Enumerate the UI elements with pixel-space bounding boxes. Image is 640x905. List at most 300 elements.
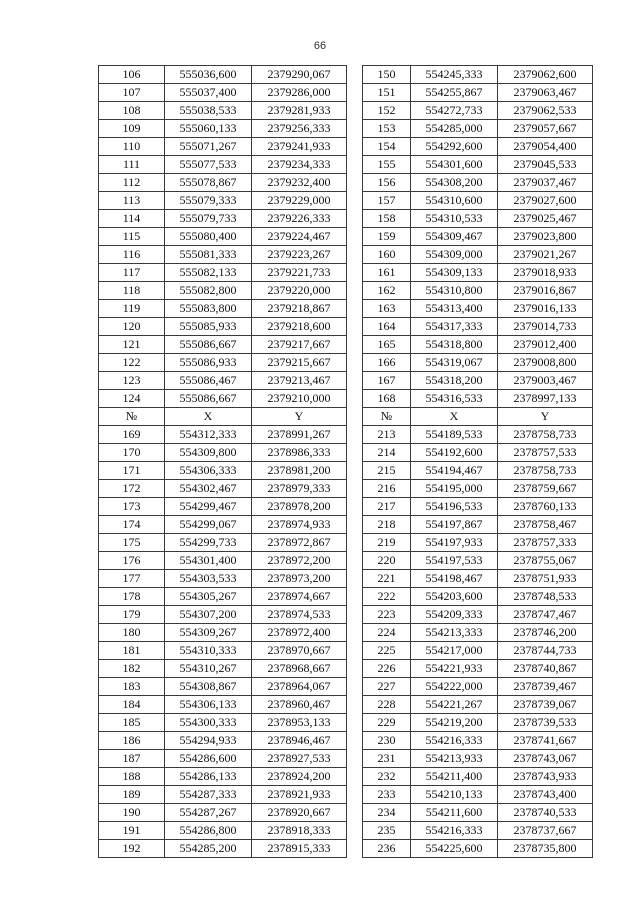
x-coordinate-cell: 554301,400 — [165, 552, 252, 570]
y-coordinate-cell: 2378991,267 — [252, 426, 347, 444]
point-number-cell: 231 — [363, 750, 411, 768]
y-coordinate-cell: 2379232,400 — [252, 174, 347, 192]
column-gap — [347, 840, 363, 858]
x-coordinate-cell: 554210,133 — [411, 786, 498, 804]
y-coordinate-cell: 2378746,200 — [498, 624, 593, 642]
table-row — [99, 318, 593, 336]
y-coordinate-cell: Y — [252, 408, 347, 426]
column-gap — [347, 174, 363, 192]
point-number-cell: 189 — [99, 786, 165, 804]
x-coordinate-cell: 554272,733 — [411, 102, 498, 120]
x-coordinate-cell: 554197,933 — [411, 534, 498, 552]
x-coordinate-cell: 554309,467 — [411, 228, 498, 246]
x-coordinate-cell: 554316,533 — [411, 390, 498, 408]
x-coordinate-cell: 554221,267 — [411, 696, 498, 714]
y-coordinate-cell: 2379027,600 — [498, 192, 593, 210]
y-coordinate-cell: 2379016,133 — [498, 300, 593, 318]
point-number-cell: 113 — [99, 192, 165, 210]
point-number-cell: 166 — [363, 354, 411, 372]
point-number-cell: 179 — [99, 606, 165, 624]
table-row — [99, 246, 593, 264]
y-coordinate-cell: 2378997,133 — [498, 390, 593, 408]
table-row — [99, 336, 593, 354]
point-number-cell: 157 — [363, 192, 411, 210]
y-coordinate-cell: 2379023,800 — [498, 228, 593, 246]
point-number-cell: 184 — [99, 696, 165, 714]
x-coordinate-cell: 554313,400 — [411, 300, 498, 318]
point-number-cell: 183 — [99, 678, 165, 696]
y-coordinate-cell: 2378974,933 — [252, 516, 347, 534]
point-number-cell: 161 — [363, 264, 411, 282]
coordinates-table-body — [99, 66, 593, 858]
x-coordinate-cell: 554319,067 — [411, 354, 498, 372]
x-coordinate-cell: 554287,267 — [165, 804, 252, 822]
y-coordinate-cell: 2378970,667 — [252, 642, 347, 660]
column-gap — [347, 660, 363, 678]
y-coordinate-cell: 2378739,533 — [498, 714, 593, 732]
x-coordinate-cell: 554219,200 — [411, 714, 498, 732]
table-row — [99, 822, 593, 840]
y-coordinate-cell: 2379229,000 — [252, 192, 347, 210]
point-number-cell: 168 — [363, 390, 411, 408]
column-gap — [347, 336, 363, 354]
column-gap — [347, 768, 363, 786]
x-coordinate-cell: 554195,000 — [411, 480, 498, 498]
x-coordinate-cell: 555082,800 — [165, 282, 252, 300]
point-number-cell: 114 — [99, 210, 165, 228]
table-row — [99, 138, 593, 156]
x-coordinate-cell: 554310,800 — [411, 282, 498, 300]
x-coordinate-cell: 554307,200 — [165, 606, 252, 624]
point-number-cell: 167 — [363, 372, 411, 390]
point-number-cell: 158 — [363, 210, 411, 228]
y-coordinate-cell: 2379025,467 — [498, 210, 593, 228]
x-coordinate-cell: X — [411, 408, 498, 426]
y-coordinate-cell: 2379012,400 — [498, 336, 593, 354]
x-coordinate-cell: 554312,333 — [165, 426, 252, 444]
table-row — [99, 210, 593, 228]
point-number-cell: 160 — [363, 246, 411, 264]
point-number-cell: 151 — [363, 84, 411, 102]
table-row — [99, 642, 593, 660]
column-gap — [347, 264, 363, 282]
point-number-cell: 185 — [99, 714, 165, 732]
point-number-cell: 110 — [99, 138, 165, 156]
x-coordinate-cell: 555079,733 — [165, 210, 252, 228]
point-number-cell: 221 — [363, 570, 411, 588]
x-coordinate-cell: 555077,533 — [165, 156, 252, 174]
x-coordinate-cell: 554285,000 — [411, 120, 498, 138]
point-number-cell: 222 — [363, 588, 411, 606]
y-coordinate-cell: 2378743,067 — [498, 750, 593, 768]
table-row — [99, 786, 593, 804]
table-row — [99, 516, 593, 534]
y-coordinate-cell: 2379218,867 — [252, 300, 347, 318]
x-coordinate-cell: 554310,333 — [165, 642, 252, 660]
column-gap — [347, 192, 363, 210]
x-coordinate-cell: 554309,133 — [411, 264, 498, 282]
x-coordinate-cell: 554192,600 — [411, 444, 498, 462]
point-number-cell: 119 — [99, 300, 165, 318]
y-coordinate-cell: 2378964,067 — [252, 678, 347, 696]
table-row — [99, 606, 593, 624]
y-coordinate-cell: 2378972,400 — [252, 624, 347, 642]
column-gap — [347, 624, 363, 642]
table-row — [99, 660, 593, 678]
point-number-cell: 220 — [363, 552, 411, 570]
point-number-cell: 229 — [363, 714, 411, 732]
y-coordinate-cell: 2379014,733 — [498, 318, 593, 336]
y-coordinate-cell: 2379223,267 — [252, 246, 347, 264]
x-coordinate-cell: 554286,133 — [165, 768, 252, 786]
y-coordinate-cell: 2379218,600 — [252, 318, 347, 336]
y-coordinate-cell: 2379226,333 — [252, 210, 347, 228]
point-number-cell: 109 — [99, 120, 165, 138]
point-number-cell: 187 — [99, 750, 165, 768]
y-coordinate-cell: 2378979,333 — [252, 480, 347, 498]
y-coordinate-cell: 2379221,733 — [252, 264, 347, 282]
x-coordinate-cell: 554303,533 — [165, 570, 252, 588]
column-gap — [347, 390, 363, 408]
point-number-cell: 213 — [363, 426, 411, 444]
point-number-cell: 180 — [99, 624, 165, 642]
table-row — [99, 84, 593, 102]
y-coordinate-cell: 2378757,333 — [498, 534, 593, 552]
point-number-cell: 164 — [363, 318, 411, 336]
x-coordinate-cell: 554194,467 — [411, 462, 498, 480]
y-coordinate-cell: 2379256,333 — [252, 120, 347, 138]
x-coordinate-cell: 555081,333 — [165, 246, 252, 264]
x-coordinate-cell: 555037,400 — [165, 84, 252, 102]
y-coordinate-cell: 2378747,467 — [498, 606, 593, 624]
point-number-cell: 112 — [99, 174, 165, 192]
y-coordinate-cell: 2378758,467 — [498, 516, 593, 534]
y-coordinate-cell: 2378741,667 — [498, 732, 593, 750]
y-coordinate-cell: 2378758,733 — [498, 462, 593, 480]
x-coordinate-cell: 554299,733 — [165, 534, 252, 552]
point-number-cell: 233 — [363, 786, 411, 804]
x-coordinate-cell: 554245,333 — [411, 66, 498, 84]
y-coordinate-cell: 2378739,067 — [498, 696, 593, 714]
column-gap — [347, 516, 363, 534]
y-coordinate-cell: 2378740,533 — [498, 804, 593, 822]
x-coordinate-cell: 554198,467 — [411, 570, 498, 588]
point-number-cell: 124 — [99, 390, 165, 408]
x-coordinate-cell: X — [165, 408, 252, 426]
point-number-cell: 172 — [99, 480, 165, 498]
y-coordinate-cell: 2378737,667 — [498, 822, 593, 840]
point-number-cell: 171 — [99, 462, 165, 480]
y-coordinate-cell: 2379210,000 — [252, 390, 347, 408]
point-number-cell: 170 — [99, 444, 165, 462]
column-gap — [347, 732, 363, 750]
y-coordinate-cell: 2379217,667 — [252, 336, 347, 354]
column-gap — [347, 480, 363, 498]
y-coordinate-cell: 2379018,933 — [498, 264, 593, 282]
column-gap — [347, 570, 363, 588]
y-coordinate-cell: 2378740,867 — [498, 660, 593, 678]
point-number-cell: 216 — [363, 480, 411, 498]
x-coordinate-cell: 554310,600 — [411, 192, 498, 210]
x-coordinate-cell: 554213,933 — [411, 750, 498, 768]
point-number-cell: 227 — [363, 678, 411, 696]
point-number-cell: 123 — [99, 372, 165, 390]
table-row — [99, 156, 593, 174]
point-number-cell: 156 — [363, 174, 411, 192]
column-gap — [347, 156, 363, 174]
column-gap — [347, 228, 363, 246]
y-coordinate-cell: 2378927,533 — [252, 750, 347, 768]
y-coordinate-cell: 2378972,200 — [252, 552, 347, 570]
point-number-cell: 230 — [363, 732, 411, 750]
y-coordinate-cell: 2379037,467 — [498, 174, 593, 192]
y-coordinate-cell: 2378946,467 — [252, 732, 347, 750]
x-coordinate-cell: 554213,333 — [411, 624, 498, 642]
table-row — [99, 624, 593, 642]
x-coordinate-cell: 554308,867 — [165, 678, 252, 696]
point-number-cell: № — [363, 408, 411, 426]
x-coordinate-cell: 554216,333 — [411, 732, 498, 750]
column-gap — [347, 822, 363, 840]
x-coordinate-cell: 555078,867 — [165, 174, 252, 192]
x-coordinate-cell: 555083,800 — [165, 300, 252, 318]
point-number-cell: 173 — [99, 498, 165, 516]
x-coordinate-cell: 554196,533 — [411, 498, 498, 516]
point-number-cell: 152 — [363, 102, 411, 120]
x-coordinate-cell: 554306,333 — [165, 462, 252, 480]
y-coordinate-cell: 2378920,667 — [252, 804, 347, 822]
x-coordinate-cell: 554299,467 — [165, 498, 252, 516]
y-coordinate-cell: 2379003,467 — [498, 372, 593, 390]
y-coordinate-cell: 2378974,533 — [252, 606, 347, 624]
column-gap — [347, 408, 363, 426]
y-coordinate-cell: 2378735,800 — [498, 840, 593, 858]
y-coordinate-cell: 2379063,467 — [498, 84, 593, 102]
point-number-cell: 175 — [99, 534, 165, 552]
x-coordinate-cell: 554221,933 — [411, 660, 498, 678]
point-number-cell: 116 — [99, 246, 165, 264]
x-coordinate-cell: 554318,800 — [411, 336, 498, 354]
x-coordinate-cell: 555086,667 — [165, 390, 252, 408]
point-number-cell: 190 — [99, 804, 165, 822]
coordinates-table — [98, 65, 593, 858]
table-row — [99, 426, 593, 444]
y-coordinate-cell: 2378986,333 — [252, 444, 347, 462]
y-coordinate-cell: 2378758,733 — [498, 426, 593, 444]
y-coordinate-cell: 2378924,200 — [252, 768, 347, 786]
x-coordinate-cell: 555036,600 — [165, 66, 252, 84]
point-number-cell: 169 — [99, 426, 165, 444]
y-coordinate-cell: 2378921,933 — [252, 786, 347, 804]
y-coordinate-cell: 2379062,600 — [498, 66, 593, 84]
point-number-cell: 120 — [99, 318, 165, 336]
x-coordinate-cell: 554225,600 — [411, 840, 498, 858]
x-coordinate-cell: 555071,267 — [165, 138, 252, 156]
table-row — [99, 714, 593, 732]
table-row — [99, 444, 593, 462]
x-coordinate-cell: 554317,333 — [411, 318, 498, 336]
point-number-cell: 219 — [363, 534, 411, 552]
point-number-cell: 214 — [363, 444, 411, 462]
x-coordinate-cell: 555086,933 — [165, 354, 252, 372]
y-coordinate-cell: 2378739,467 — [498, 678, 593, 696]
table-row — [99, 66, 593, 84]
y-coordinate-cell: 2378755,067 — [498, 552, 593, 570]
y-coordinate-cell: 2378960,467 — [252, 696, 347, 714]
point-number-cell: 106 — [99, 66, 165, 84]
x-coordinate-cell: 555038,533 — [165, 102, 252, 120]
point-number-cell: 176 — [99, 552, 165, 570]
column-gap — [347, 102, 363, 120]
table-row — [99, 390, 593, 408]
y-coordinate-cell: 2378748,533 — [498, 588, 593, 606]
table-row — [99, 372, 593, 390]
point-number-cell: 178 — [99, 588, 165, 606]
point-number-cell: 108 — [99, 102, 165, 120]
column-gap — [347, 552, 363, 570]
column-gap — [347, 786, 363, 804]
table-row — [99, 102, 593, 120]
point-number-cell: 181 — [99, 642, 165, 660]
y-coordinate-cell: 2379213,467 — [252, 372, 347, 390]
x-coordinate-cell: 554217,000 — [411, 642, 498, 660]
x-coordinate-cell: 554310,533 — [411, 210, 498, 228]
page-number: 66 — [313, 40, 327, 52]
table-header-row — [99, 408, 593, 426]
x-coordinate-cell: 554309,800 — [165, 444, 252, 462]
x-coordinate-cell: 555060,133 — [165, 120, 252, 138]
x-coordinate-cell: 554308,200 — [411, 174, 498, 192]
column-gap — [347, 696, 363, 714]
y-coordinate-cell: 2379234,333 — [252, 156, 347, 174]
x-coordinate-cell: 555086,467 — [165, 372, 252, 390]
column-gap — [347, 534, 363, 552]
point-number-cell: 226 — [363, 660, 411, 678]
column-gap — [347, 426, 363, 444]
point-number-cell: 228 — [363, 696, 411, 714]
point-number-cell: 111 — [99, 156, 165, 174]
y-coordinate-cell: 2378760,133 — [498, 498, 593, 516]
column-gap — [347, 444, 363, 462]
x-coordinate-cell: 554287,333 — [165, 786, 252, 804]
table-row — [99, 588, 593, 606]
y-coordinate-cell: 2379281,933 — [252, 102, 347, 120]
point-number-cell: 232 — [363, 768, 411, 786]
point-number-cell: 162 — [363, 282, 411, 300]
table-row — [99, 768, 593, 786]
x-coordinate-cell: 554211,600 — [411, 804, 498, 822]
column-gap — [347, 714, 363, 732]
y-coordinate-cell: 2378751,933 — [498, 570, 593, 588]
point-number-cell: 225 — [363, 642, 411, 660]
point-number-cell: 121 — [99, 336, 165, 354]
point-number-cell: 155 — [363, 156, 411, 174]
table-row — [99, 354, 593, 372]
x-coordinate-cell: 555086,667 — [165, 336, 252, 354]
point-number-cell: 236 — [363, 840, 411, 858]
point-number-cell: 159 — [363, 228, 411, 246]
column-gap — [347, 120, 363, 138]
column-gap — [347, 372, 363, 390]
table-row — [99, 300, 593, 318]
point-number-cell: 150 — [363, 66, 411, 84]
x-coordinate-cell: 554306,133 — [165, 696, 252, 714]
x-coordinate-cell: 555079,333 — [165, 192, 252, 210]
y-coordinate-cell: 2378981,200 — [252, 462, 347, 480]
column-gap — [347, 84, 363, 102]
x-coordinate-cell: 554309,000 — [411, 246, 498, 264]
column-gap — [347, 246, 363, 264]
point-number-cell: 215 — [363, 462, 411, 480]
x-coordinate-cell: 554310,267 — [165, 660, 252, 678]
table-row — [99, 750, 593, 768]
y-coordinate-cell: 2379045,533 — [498, 156, 593, 174]
x-coordinate-cell: 555080,400 — [165, 228, 252, 246]
column-gap — [347, 300, 363, 318]
column-gap — [347, 804, 363, 822]
x-coordinate-cell: 554299,067 — [165, 516, 252, 534]
table-row — [99, 804, 593, 822]
x-coordinate-cell: 554197,867 — [411, 516, 498, 534]
point-number-cell: 186 — [99, 732, 165, 750]
column-gap — [347, 318, 363, 336]
y-coordinate-cell: 2379290,067 — [252, 66, 347, 84]
table-row — [99, 840, 593, 858]
point-number-cell: 154 — [363, 138, 411, 156]
table-row — [99, 174, 593, 192]
y-coordinate-cell: 2378973,200 — [252, 570, 347, 588]
y-coordinate-cell: 2379016,867 — [498, 282, 593, 300]
y-coordinate-cell: 2379220,000 — [252, 282, 347, 300]
y-coordinate-cell: 2379224,467 — [252, 228, 347, 246]
x-coordinate-cell: 554216,333 — [411, 822, 498, 840]
column-gap — [347, 642, 363, 660]
point-number-cell: 224 — [363, 624, 411, 642]
column-gap — [347, 498, 363, 516]
y-coordinate-cell: 2379057,667 — [498, 120, 593, 138]
x-coordinate-cell: 554302,467 — [165, 480, 252, 498]
column-gap — [347, 606, 363, 624]
point-number-cell: 107 — [99, 84, 165, 102]
x-coordinate-cell: 554255,867 — [411, 84, 498, 102]
point-number-cell: 192 — [99, 840, 165, 858]
column-gap — [347, 678, 363, 696]
table-row — [99, 228, 593, 246]
point-number-cell: 217 — [363, 498, 411, 516]
table-row — [99, 498, 593, 516]
y-coordinate-cell: 2378918,333 — [252, 822, 347, 840]
point-number-cell: 118 — [99, 282, 165, 300]
y-coordinate-cell: 2379286,000 — [252, 84, 347, 102]
point-number-cell: 174 — [99, 516, 165, 534]
x-coordinate-cell: 554301,600 — [411, 156, 498, 174]
table-row — [99, 678, 593, 696]
y-coordinate-cell: 2379054,400 — [498, 138, 593, 156]
table-row — [99, 282, 593, 300]
x-coordinate-cell: 554300,333 — [165, 714, 252, 732]
y-coordinate-cell: 2378743,400 — [498, 786, 593, 804]
column-gap — [347, 462, 363, 480]
table-row — [99, 552, 593, 570]
y-coordinate-cell: 2379062,533 — [498, 102, 593, 120]
x-coordinate-cell: 554294,933 — [165, 732, 252, 750]
x-coordinate-cell: 554309,267 — [165, 624, 252, 642]
table-row — [99, 534, 593, 552]
point-number-cell: 115 — [99, 228, 165, 246]
table-row — [99, 462, 593, 480]
column-gap — [347, 210, 363, 228]
y-coordinate-cell: 2378759,667 — [498, 480, 593, 498]
